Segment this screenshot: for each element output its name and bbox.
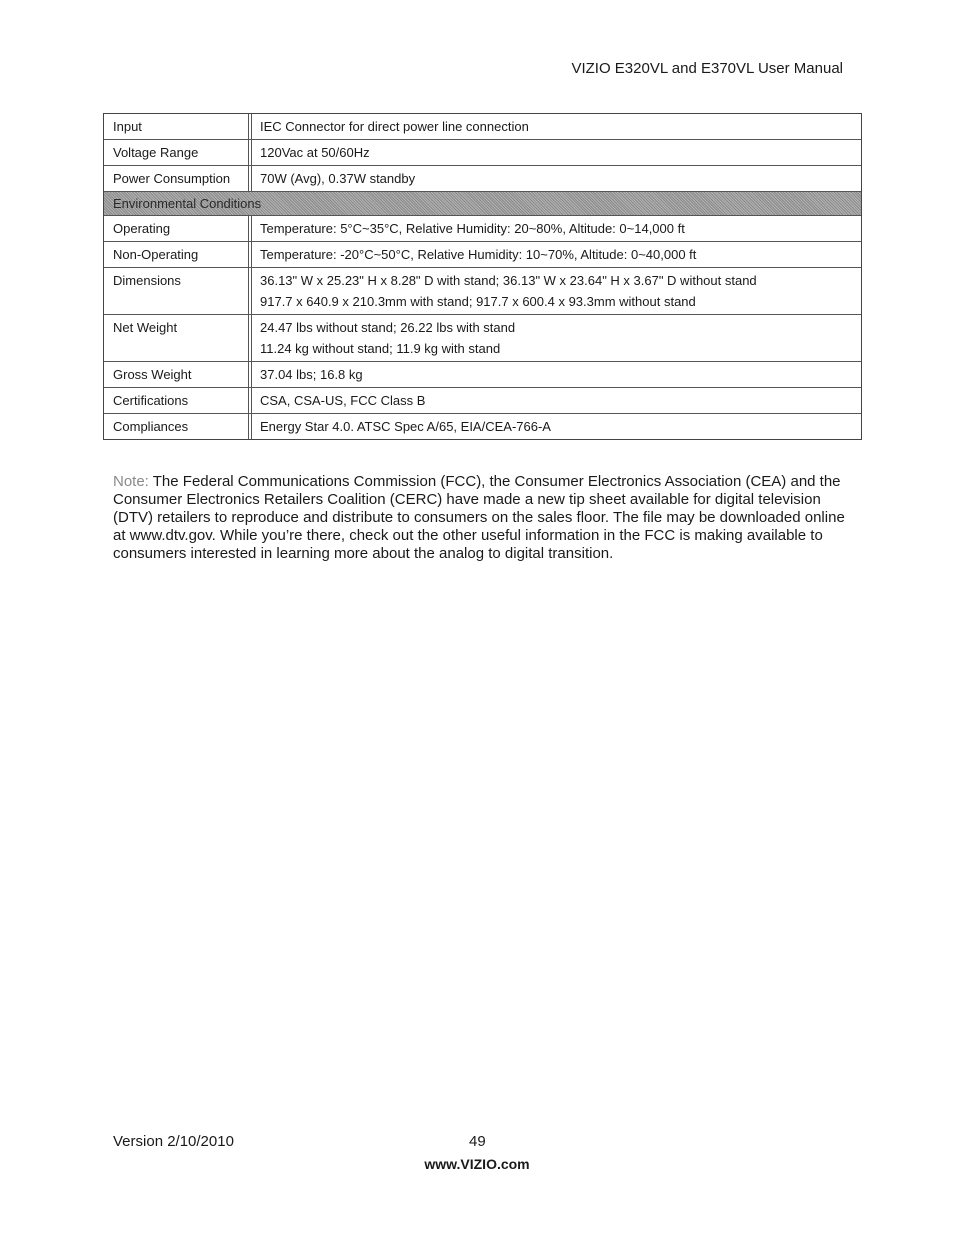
footer-page-number: 49	[469, 1133, 486, 1150]
section-header-environmental: Environmental Conditions	[104, 192, 861, 216]
note-text: The Federal Communications Commission (FCC), the Consumer Electronics Association (CEA) and the Consumer Electronics Retailers Coalition (CERC) have made a new tip sheet available for digital television (DTV) retailers to reproduce and distribute to consumers on the sales floor. The file may be downloaded online at www.dtv.gov. While you’re there, check out the other useful information in the FCC is making available to consumers interested in learning more about the analog to digital transition.	[113, 473, 845, 562]
note-label: Note:	[113, 473, 149, 490]
spec-label: Net Weight	[104, 315, 252, 361]
spec-value-line: 11.24 kg without stand; 11.9 kg with stand	[260, 341, 501, 356]
spec-value: CSA, CSA-US, FCC Class B	[260, 393, 426, 408]
table-row	[104, 216, 861, 242]
spec-value: Energy Star 4.0. ATSC Spec A/65, EIA/CEA-766-A	[260, 419, 551, 434]
spec-label: Power Consumption	[104, 166, 252, 191]
note-paragraph	[113, 473, 848, 563]
spec-label: Input	[104, 114, 252, 139]
table-row	[104, 114, 861, 140]
spec-value-line: 917.7 x 640.9 x 210.3mm with stand; 917.7 x 600.4 x 93.3mm without stand	[260, 294, 696, 309]
table-row	[104, 315, 861, 362]
spec-label: Certifications	[104, 388, 252, 413]
table-row	[104, 414, 861, 439]
table-row	[104, 388, 861, 414]
footer-website-url: www.VIZIO.com	[424, 1156, 530, 1172]
spec-label: Voltage Range	[104, 140, 252, 165]
table-row	[104, 242, 861, 268]
spec-value: 120Vac at 50/60Hz	[260, 145, 370, 160]
table-row	[104, 140, 861, 166]
spec-value: 37.04 lbs; 16.8 kg	[260, 367, 363, 382]
spec-value-multiline	[252, 268, 861, 314]
spec-label: Compliances	[104, 414, 252, 439]
footer-version: Version 2/10/2010	[113, 1133, 234, 1150]
spec-value-multiline	[252, 315, 861, 361]
spec-value: 70W (Avg), 0.37W standby	[260, 171, 416, 186]
spec-value: Temperature: 5°C~35°C, Relative Humidity: 20~80%, Altitude: 0~14,000 ft	[260, 221, 685, 236]
specifications-table	[103, 113, 862, 440]
spec-value-line: 24.47 lbs without stand; 26.22 lbs with stand	[260, 320, 516, 335]
table-row	[104, 362, 861, 388]
spec-label: Dimensions	[104, 268, 252, 314]
spec-value-line: 36.13" W x 25.23" H x 8.28" D with stand; 36.13" W x 23.64" H x 3.67" D without stand	[260, 273, 757, 288]
spec-label: Gross Weight	[104, 362, 252, 387]
document-header-title: VIZIO E320VL and E370VL User Manual	[571, 60, 843, 77]
spec-value: Temperature: -20°C~50°C, Relative Humidity: 10~70%, Altitude: 0~40,000 ft	[260, 247, 697, 262]
table-row	[104, 268, 861, 315]
spec-value: IEC Connector for direct power line connection	[260, 119, 529, 134]
spec-label: Non-Operating	[104, 242, 252, 267]
table-row	[104, 166, 861, 192]
spec-label: Operating	[104, 216, 252, 241]
